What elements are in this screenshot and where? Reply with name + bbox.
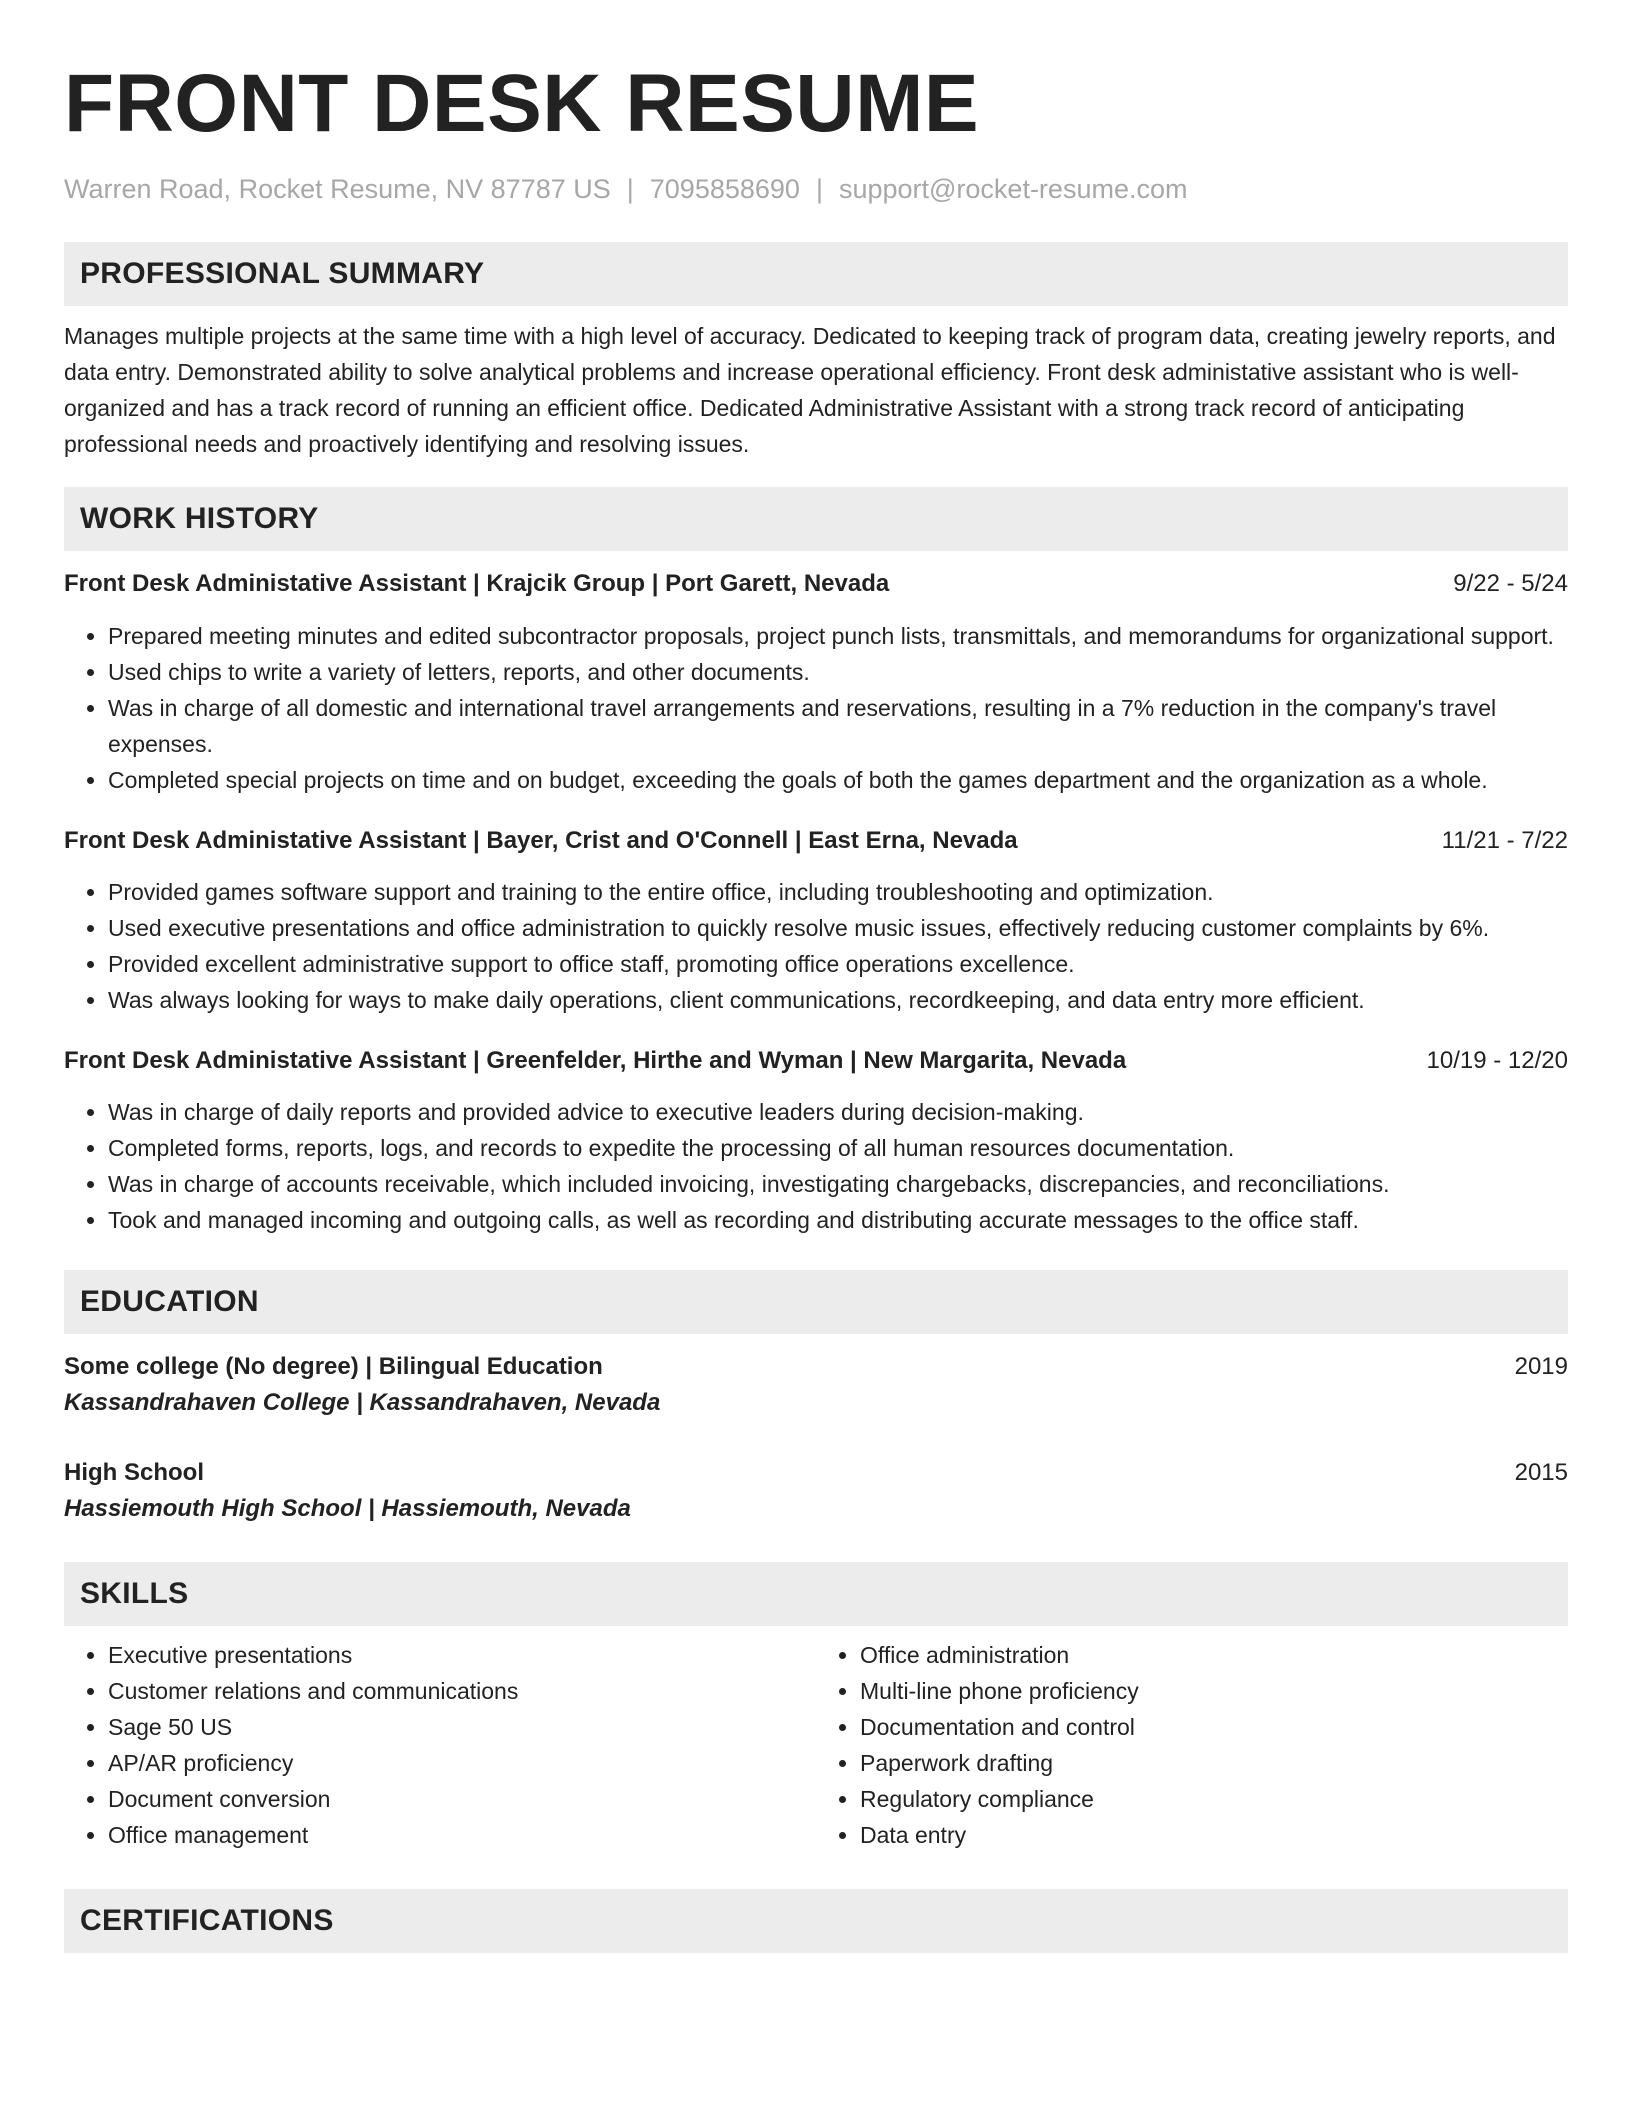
education-degree: High School: [64, 1459, 204, 1486]
job-bullet: • Completed forms, reports, logs, and records to expedite the processing of all human resources documentation.: [108, 1130, 1568, 1166]
section-header-certifications: CERTIFICATIONS: [64, 1889, 1568, 1953]
education-header: [64, 1350, 1568, 1384]
skill-item: • Office management: [108, 1817, 816, 1853]
contact-line: [64, 172, 1568, 206]
job-title: Front Desk Administative Assistant | Greenfelder, Hirthe and Wyman | New Margarita, Nevada: [64, 1047, 1127, 1074]
job-title: Front Desk Administative Assistant | Krajcik Group | Port Garett, Nevada: [64, 570, 890, 597]
section-header-work-history: WORK HISTORY: [64, 487, 1568, 551]
education-entry: [64, 1350, 1568, 1422]
skill-item: • Sage 50 US: [108, 1709, 816, 1745]
skill-item: • Documentation and control: [860, 1709, 1568, 1745]
job-bullets: [64, 874, 1568, 1018]
education-year: 2019: [1514, 1353, 1568, 1380]
job-bullet: • Prepared meeting minutes and edited subcontractor proposals, project punch lists, transmittals, and memorandums for organizational support.: [108, 618, 1568, 654]
job-entry: [64, 567, 1568, 798]
skills-list-left: [64, 1637, 816, 1853]
skill-item: • Customer relations and communications: [108, 1673, 816, 1709]
job-dates: 11/21 - 7/22: [1441, 827, 1568, 854]
skill-item: • Multi-line phone proficiency: [860, 1673, 1568, 1709]
job-title: Front Desk Administative Assistant | Bayer, Crist and O'Connell | East Erna, Nevada: [64, 827, 1018, 854]
education-degree: Some college (No degree) | Bilingual Education: [64, 1353, 603, 1380]
education-entry: [64, 1456, 1568, 1528]
contact-phone: 7095858690: [649, 174, 800, 204]
skill-item: • Document conversion: [108, 1781, 816, 1817]
resume-title: FRONT DESK RESUME: [64, 58, 980, 149]
contact-email: support@rocket-resume.com: [838, 174, 1188, 204]
job-bullet: • Provided excellent administrative support to office staff, promoting office operations excellence.: [108, 946, 1568, 982]
contact-address: Warren Road, Rocket Resume, NV 87787 US: [64, 174, 611, 204]
job-bullets: [64, 618, 1568, 798]
education-header: [64, 1456, 1568, 1490]
job-entry: [64, 824, 1568, 1018]
job-bullet: • Was in charge of daily reports and provided advice to executive leaders during decision-making.: [108, 1094, 1568, 1130]
education-year: 2015: [1514, 1459, 1568, 1486]
job-bullet: • Was always looking for ways to make daily operations, client communications, recordkeeping, and data entry more efficient.: [108, 982, 1568, 1018]
skill-item: • Regulatory compliance: [860, 1781, 1568, 1817]
job-dates: 10/19 - 12/20: [1426, 1047, 1568, 1074]
job-bullet: • Completed special projects on time and on budget, exceeding the goals of both the games department and the organization as a whole.: [108, 762, 1568, 798]
job-bullet: • Took and managed incoming and outgoing calls, as well as recording and distributing accurate messages to the office staff.: [108, 1202, 1568, 1238]
skill-item: • AP/AR proficiency: [108, 1745, 816, 1781]
job-bullet: • Used executive presentations and office administration to quickly resolve music issues, effectively reducing customer complaints by 6%.: [108, 910, 1568, 946]
section-header-education: EDUCATION: [64, 1270, 1568, 1334]
job-dates: 9/22 - 5/24: [1453, 570, 1568, 597]
section-header-summary: PROFESSIONAL SUMMARY: [64, 242, 1568, 306]
skill-item: • Executive presentations: [108, 1637, 816, 1673]
job-bullet: • Used chips to write a variety of letters, reports, and other documents.: [108, 654, 1568, 690]
job-bullets: [64, 1094, 1568, 1238]
skills-grid: [64, 1637, 1568, 1853]
section-header-skills: SKILLS: [64, 1562, 1568, 1626]
job-bullet: • Provided games software support and training to the entire office, including troubleshooting and optimization.: [108, 874, 1568, 910]
skill-item: • Data entry: [860, 1817, 1568, 1853]
contact-separator: |: [626, 174, 634, 204]
job-header: [64, 824, 1568, 858]
job-bullet: • Was in charge of all domestic and international travel arrangements and reservations, resulting in a 7% reduction in the company's travel expenses.: [108, 690, 1568, 762]
contact-separator: |: [815, 174, 823, 204]
job-bullet: • Was in charge of accounts receivable, which included invoicing, investigating chargebacks, discrepancies, and reconciliations.: [108, 1166, 1568, 1202]
education-school: Hassiemouth High School | Hassiemouth, Nevada: [64, 1495, 631, 1522]
skill-item: • Paperwork drafting: [860, 1745, 1568, 1781]
job-header: [64, 1044, 1568, 1078]
job-entry: [64, 1044, 1568, 1238]
skills-list-right: [816, 1637, 1568, 1853]
education-school: Kassandrahaven College | Kassandrahaven, Nevada: [64, 1389, 661, 1416]
summary-text: Manages multiple projects at the same time with a high level of accuracy. Dedicated to keeping track of program data, creating jewelry reports, and data entry. Demonstrated ability to solve analytical problems and increase operational efficiency. Front desk administative assistant who is well-organized and has a track record of running an efficient office. Dedicated Administrative Assistant with a strong track record of anticipating professional needs and proactively identifying and resolving issues.: [64, 323, 1556, 457]
skill-item: • Office administration: [860, 1637, 1568, 1673]
job-header: [64, 567, 1568, 601]
